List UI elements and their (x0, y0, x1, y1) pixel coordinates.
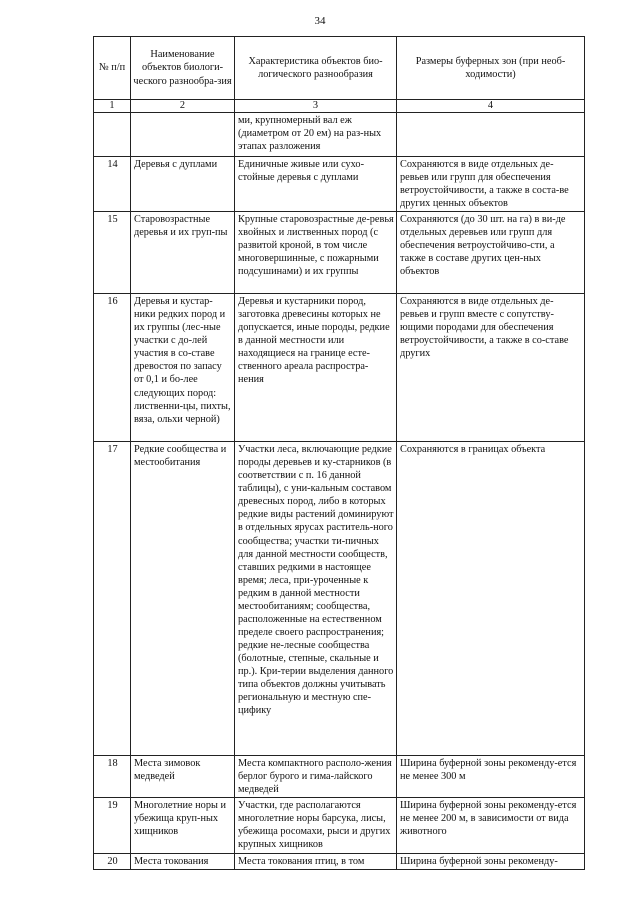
table-row (94, 798, 585, 854)
table-row (94, 212, 585, 294)
object-name: Редкие сообщества и местообитания (131, 442, 235, 756)
table-row (94, 756, 585, 798)
object-name: Места токования (131, 854, 235, 870)
buffer-zone-size: Сохраняются в виде отдельных де-ревьев и групп вместе с сопутству-ющими породами для обеспечения ветроустойчивости, а также в со-ставе других (397, 294, 585, 442)
object-characteristic: Деревья и кустарники пород, заготовка древесины которых не допускается, иные породы, редкие в данной местности или находящиеся на границе есте-ственного ареала распростра-нения (235, 294, 397, 442)
column-number: 1 (94, 100, 131, 113)
row-number: 20 (94, 854, 131, 870)
buffer-zone-size: Сохраняются в виде отдельных де-ревьев или групп для обеспечения ветроустойчивости, а также в соста-ве других ценных объектов (397, 156, 585, 211)
object-characteristic: Единичные живые или сухо-стойные деревья с дуплами (235, 156, 397, 211)
object-characteristic: Участки, где располагаются многолетние норы барсука, лисы, убежища росомахи, рыси и других крупных хищников (235, 798, 397, 854)
column-number: 4 (397, 100, 585, 113)
object-name (131, 112, 235, 156)
buffer-zone-size (397, 112, 585, 156)
column-number-row (94, 100, 585, 113)
object-name: Места зимовок медведей (131, 756, 235, 798)
header-number: № п/п (94, 37, 131, 100)
buffer-zone-size: Сохраняются (до 30 шт. на га) в ви-де отдельных деревьев или групп для обеспечения ветроустойчиво-сти, а также в составе других цен-ных объектов (397, 212, 585, 294)
object-name: Многолетние норы и убежища круп-ных хищников (131, 798, 235, 854)
object-characteristic: ми, крупномерный вал еж (диаметром от 20 ем) на раз-ных этапах разложения (235, 112, 397, 156)
object-name: Старовозрастные деревья и их груп-пы (131, 212, 235, 294)
table-header-row (94, 37, 585, 100)
buffer-zone-size: Ширина буферной зоны рекоменду-ется не менее 300 м (397, 756, 585, 798)
column-number: 2 (131, 100, 235, 113)
buffer-zone-size: Ширина буферной зоны рекоменду- (397, 854, 585, 870)
buffer-zones-table (93, 36, 585, 870)
object-characteristic: Места компактного располо-жения берлог бурого и гима-лайского медведей (235, 756, 397, 798)
row-number: 15 (94, 212, 131, 294)
header-object-name: Наименование объектов биологи-ческого разнообра-зия (131, 37, 235, 100)
object-characteristic: Крупные старовозрастные де-ревья хвойных и лиственных пород (с развитой кроной, в том числе многовершинные, с пожарными подсушинами) и их группы (235, 212, 397, 294)
header-buffer-size: Размеры буферных зон (при необ-ходимости) (397, 37, 585, 100)
object-characteristic: Участки леса, включающие редкие породы деревьев и ку-старников (в соответствии с п. 16 данной таблицы), с уни-кальным составом древесных пород, либо в которых редкие виды растений доминируют в отдельных ярусах раститель-ного сообщества; участки ти-пичных для данной местности сообществ, ставших редкими в настоящее время; леса, при-уроченные к редким в данной местности местообитаниям; сообщества, расположенные на естественном пределе своего распространения; редкие не-лесные сообщества (болотные, степные, скальные и пр.). Кри-терии выделения данного типа объектов должны учитывать региональную и местную спе-цифику (235, 442, 397, 756)
object-name: Деревья с дуплами (131, 156, 235, 211)
row-number: 16 (94, 294, 131, 442)
row-number: 18 (94, 756, 131, 798)
header-characteristic: Характеристика объектов био-логического разнообразия (235, 37, 397, 100)
row-number: 19 (94, 798, 131, 854)
row-number: 17 (94, 442, 131, 756)
table-row (94, 294, 585, 442)
buffer-zone-size: Сохраняются в границах объекта (397, 442, 585, 756)
buffer-zone-size: Ширина буферной зоны рекоменду-ется не менее 200 м, в зависимости от вида животного (397, 798, 585, 854)
table-row (94, 442, 585, 756)
column-number: 3 (235, 100, 397, 113)
table-row (94, 156, 585, 211)
object-name: Деревья и кустар-ники редких пород и их группы (лес-ные участки с до-лей участия в со-ставе древостоя по запасу от 0,1 и бо-лее следующих пород: лиственни-цы, пихты, вяза, ольхи черной) (131, 294, 235, 442)
object-characteristic: Места токования птиц, в том (235, 854, 397, 870)
row-number (94, 112, 131, 156)
row-number: 14 (94, 156, 131, 211)
table-row (94, 112, 585, 156)
page-number: 34 (314, 15, 326, 27)
table-row (94, 854, 585, 870)
